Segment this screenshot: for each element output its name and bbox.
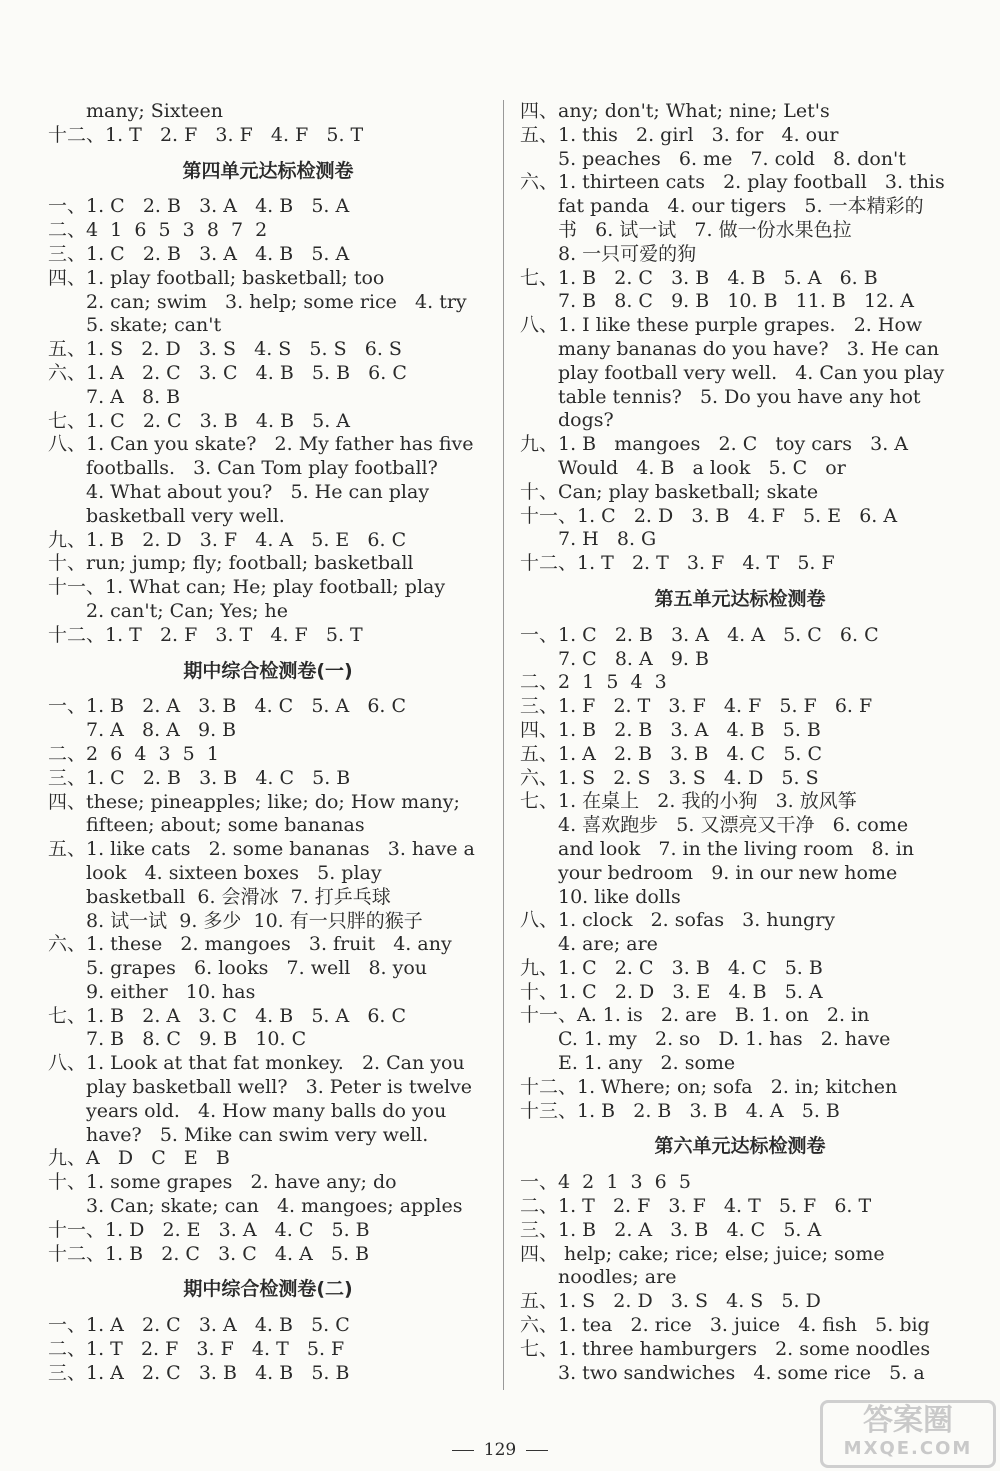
answer-line: 8. 一只可爱的狗 — [558, 242, 697, 265]
answer-line: play football very well. 4. Can you play — [558, 361, 945, 384]
answer-line: 3. Can; skate; can 4. mangoes; apples — [86, 1195, 463, 1218]
answer-line: basketball very well. — [86, 504, 285, 527]
answer-line: 十二、1. B 2. C 3. C 4. A 5. B — [48, 1242, 370, 1265]
answer-line: 九、1. B mangoes 2. C toy cars 3. A — [520, 433, 909, 456]
answer-line: 三、1. B 2. A 3. B 4. C 5. A — [520, 1218, 822, 1241]
answer-line: 5. peaches 6. me 7. cold 8. don't — [558, 147, 906, 170]
answer-line: 三、1. C 2. B 3. A 4. B 5. A — [48, 242, 350, 265]
answer-line: 六、1. S 2. S 3. S 4. D 5. S — [520, 766, 819, 789]
answer-line: 4. 喜欢跑步 5. 又漂亮又干净 6. come — [558, 814, 909, 837]
answer-line: 五、1. S 2. D 3. S 4. S 5. D — [520, 1290, 821, 1313]
answer-line: 十、Can; play basketball; skate — [520, 480, 819, 503]
answer-line: 五、1. A 2. B 3. B 4. C 5. C — [520, 742, 823, 765]
watermark-logo — [820, 1400, 996, 1468]
answer-line: dogs? — [558, 409, 614, 432]
answer-line: 十、1. some grapes 2. have any; do — [48, 1171, 397, 1194]
answer-line: 5. skate; can't — [86, 314, 222, 337]
answer-line: have? 5. Mike can swim very well. — [86, 1123, 429, 1146]
answer-line: 2. can; swim 3. help; some rice 4. try — [86, 290, 467, 313]
answer-line: 十二、1. T 2. T 3. F 4. T 5. F — [520, 552, 835, 575]
answer-line: 八、1. Can you skate? 2. My father has five — [48, 433, 474, 456]
answer-line: 二、4 1 6 5 3 8 7 2 — [48, 219, 268, 242]
answer-line: 八、1. clock 2. sofas 3. hungry — [520, 909, 836, 932]
answer-line: and look 7. in the living room 8. in — [558, 837, 915, 860]
answer-line: 7. B 8. C 9. B 10. C — [86, 1028, 307, 1051]
answer-line: C. 1. my 2. so D. 1. has 2. have — [558, 1028, 891, 1051]
answer-line: 二、2 1 5 4 3 — [520, 671, 667, 694]
answer-line: 十一、A. 1. is 2. are B. 1. on 2. in — [520, 1004, 870, 1027]
answer-line: 八、1. I like these purple grapes. 2. How — [520, 314, 923, 337]
watermark-url: MXQE.COM — [843, 1438, 973, 1459]
answer-line: 六、1. thirteen cats 2. play football 3. this — [520, 171, 945, 194]
answer-line: 十、run; jump; fly; football; basketball — [48, 552, 414, 575]
answer-line: 二、1. T 2. F 3. F 4. T 5. F — [48, 1338, 345, 1361]
answer-line: 2. can't; Can; Yes; he — [86, 599, 289, 622]
answer-line: 六、1. tea 2. rice 3. juice 4. fish 5. big — [520, 1314, 930, 1337]
answer-line: E. 1. any 2. some — [558, 1052, 736, 1075]
answer-line: 三、1. F 2. T 3. F 4. F 5. F 6. F — [520, 695, 873, 718]
answer-line: 二、1. T 2. F 3. F 4. T 5. F 6. T — [520, 1195, 872, 1218]
answer-line: 9. either 10. has — [86, 980, 256, 1003]
answer-line: 七、1. 在桌上 2. 我的小狗 3. 放风筝 — [520, 790, 857, 813]
answer-line: fifteen; about; some bananas — [86, 814, 365, 837]
answer-line: look 4. sixteen boxes 5. play — [86, 861, 382, 884]
answer-line: 十二、1. T 2. F 3. F 4. F 5. T — [48, 123, 364, 146]
answer-line: 3. two sandwiches 4. some rice 5. a — [558, 1361, 925, 1384]
answer-line: 十二、1. T 2. F 3. T 4. F 5. T — [48, 623, 363, 646]
column-divider — [503, 100, 504, 1390]
watermark-title: 答案圈 — [863, 1403, 953, 1438]
answer-line: 十三、1. B 2. B 3. B 4. A 5. B — [520, 1099, 840, 1122]
answer-line: your bedroom 9. in our new home — [558, 861, 898, 884]
answer-line: 四、these; pineapples; like; do; How many; — [48, 790, 460, 813]
section-heading: 期中综合检测卷(二) — [183, 1278, 353, 1301]
answer-line: years old. 4. How many balls do you — [86, 1099, 447, 1122]
answer-line: 三、1. C 2. B 3. B 4. C 5. B — [48, 766, 351, 789]
answer-line: 九、1. C 2. C 3. B 4. C 5. B — [520, 956, 823, 979]
answer-line: 九、1. B 2. D 3. F 4. A 5. E 6. C — [48, 528, 407, 551]
answer-line: 二、2 6 4 3 5 1 — [48, 742, 219, 765]
answer-line: 七、1. C 2. C 3. B 4. B 5. A — [48, 409, 351, 432]
answer-line: 七、1. B 2. C 3. B 4. B 5. A 6. B — [520, 266, 878, 289]
answer-line: 7. H 8. G — [558, 528, 657, 551]
answer-line: Would 4. B a look 5. C or — [558, 456, 846, 479]
section-heading: 期中综合检测卷(一) — [183, 659, 353, 682]
answer-line: 7. B 8. C 9. B 10. B 11. B 12. A — [558, 290, 914, 313]
answer-line: 四、1. play football; basketball; too — [48, 266, 385, 289]
answer-line: 7. C 8. A 9. B — [558, 647, 709, 670]
answer-line: footballs. 3. Can Tom play football? — [86, 457, 438, 480]
answer-line: 7. A 8. A 9. B — [86, 719, 237, 742]
answer-line: 一、1. C 2. B 3. A 4. A 5. C 6. C — [520, 623, 879, 646]
answer-line: 十一、1. C 2. D 3. B 4. F 5. E 6. A — [520, 504, 898, 527]
answer-line: many; Sixteen — [86, 100, 223, 122]
answer-line: 七、1. B 2. A 3. C 4. B 5. A 6. C — [48, 1004, 407, 1027]
answer-line: 四、any; don't; What; nine; Let's — [520, 100, 830, 122]
answer-line: 4. What about you? 5. He can play — [86, 480, 430, 503]
answer-line: 7. A 8. B — [86, 385, 181, 408]
answer-line: noodles; are — [558, 1266, 677, 1289]
answer-line: 十二、1. Where; on; sofa 2. in; kitchen — [520, 1075, 898, 1098]
answer-line: 5. grapes 6. looks 7. well 8. you — [86, 957, 428, 980]
answer-line: 一、1. C 2. B 3. A 4. B 5. A — [48, 195, 350, 218]
section-heading: 第五单元达标检测卷 — [654, 587, 826, 610]
answer-line: 10. like dolls — [558, 885, 681, 908]
answer-line: 九、A D C E B — [48, 1147, 230, 1170]
answer-line: 五、1. S 2. D 3. S 4. S 5. S 6. S — [48, 338, 402, 361]
answer-line: 三、1. A 2. C 3. B 4. B 5. B — [48, 1361, 350, 1384]
answer-line: 八、1. Look at that fat monkey. 2. Can you — [48, 1052, 465, 1075]
right-column — [520, 100, 960, 1385]
answer-line: 一、1. B 2. A 3. B 4. C 5. A 6. C — [48, 695, 407, 718]
answer-line: play basketball well? 3. Peter is twelve — [86, 1076, 473, 1099]
answer-line: 五、1. this 2. girl 3. for 4. our — [520, 123, 839, 146]
answer-line: 书 6. 试一试 7. 做一份水果色拉 — [558, 218, 852, 241]
answer-line: 七、1. three hamburgers 2. some noodles — [520, 1337, 931, 1360]
answer-line: basketball 6. 会滑冰 7. 打乒乓球 — [86, 885, 391, 908]
answer-line: 一、4 2 1 3 6 5 — [520, 1171, 691, 1194]
answer-line: 一、1. A 2. C 3. A 4. B 5. C — [48, 1314, 350, 1337]
section-heading: 第四单元达标检测卷 — [182, 159, 354, 182]
answer-line: 四、1. B 2. B 3. A 4. B 5. B — [520, 718, 821, 741]
answer-line: fat panda 4. our tigers 5. 一本精彩的 — [558, 195, 924, 218]
answer-line: 十一、1. D 2. E 3. A 4. C 5. B — [48, 1218, 370, 1241]
answer-line: 六、1. A 2. C 3. C 4. B 5. B 6. C — [48, 361, 407, 384]
page-number-text: 129 — [483, 1440, 517, 1460]
answer-line: table tennis? 5. Do you have any hot — [558, 385, 921, 408]
answer-line: 五、1. like cats 2. some bananas 3. have a — [48, 838, 475, 861]
answer-line: 六、1. these 2. mangoes 3. fruit 4. any — [48, 933, 452, 956]
answer-line: many bananas do you have? 3. He can — [558, 337, 939, 360]
answer-line: 8. 试一试 9. 多少 10. 有一只胖的猴子 — [86, 909, 423, 932]
answer-line: 十、1. C 2. D 3. E 4. B 5. A — [520, 980, 823, 1003]
left-column — [48, 100, 488, 1386]
section-heading: 第六单元达标检测卷 — [654, 1135, 826, 1158]
answer-line: 十一、1. What can; He; play football; play — [48, 576, 446, 599]
answer-line: 四、 help; cake; rice; else; juice; some — [520, 1242, 885, 1265]
answer-line: 4. are; are — [558, 933, 658, 956]
